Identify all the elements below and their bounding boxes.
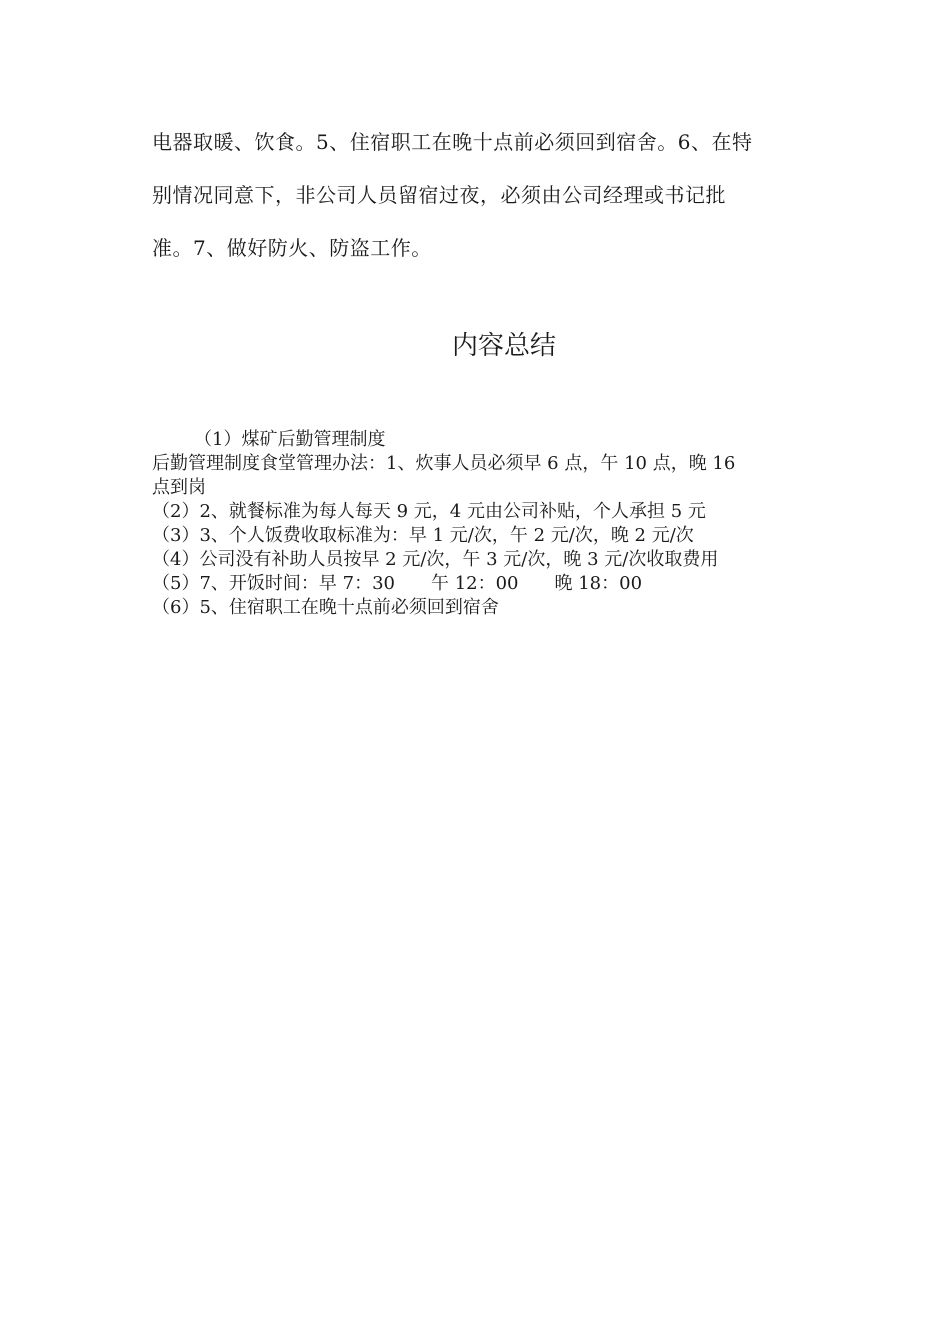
summary-item: 点到岗 (152, 477, 206, 498)
summary-item: （2）2、就餐标准为每人每天 9 元，4 元由公司补贴，个人承担 5 元 (152, 501, 706, 522)
body-line: 准。7、做好防火、防盗工作。 (152, 236, 432, 260)
summary-item: （1）煤矿后勤管理制度 (194, 429, 386, 450)
summary-item: （4）公司没有补助人员按早 2 元/次，午 3 元/次，晚 3 元/次收取费用 (152, 549, 719, 570)
body-line: 别情况同意下，非公司人员留宿过夜，必须由公司经理或书记批 (152, 183, 726, 207)
summary-item: （6）5、住宿职工在晚十点前必须回到宿舍 (152, 597, 499, 618)
summary-item: 后勤管理制度食堂管理办法：1、炊事人员必须早 6 点，午 10 点，晚 16 (152, 453, 736, 474)
summary-title: 内容总结 (451, 331, 556, 361)
body-paragraph (152, 116, 812, 275)
summary-list (152, 428, 812, 620)
body-line: 电器取暖、饮食。5、住宿职工在晚十点前必须回到宿舍。6、在特 (152, 130, 753, 154)
summary-item: （3）3、个人饭费收取标准为：早 1 元/次，午 2 元/次，晚 2 元/次 (152, 525, 694, 546)
summary-item: （5）7、开饭时间：早 7：30 午 12：00 晚 18：00 (152, 573, 643, 594)
